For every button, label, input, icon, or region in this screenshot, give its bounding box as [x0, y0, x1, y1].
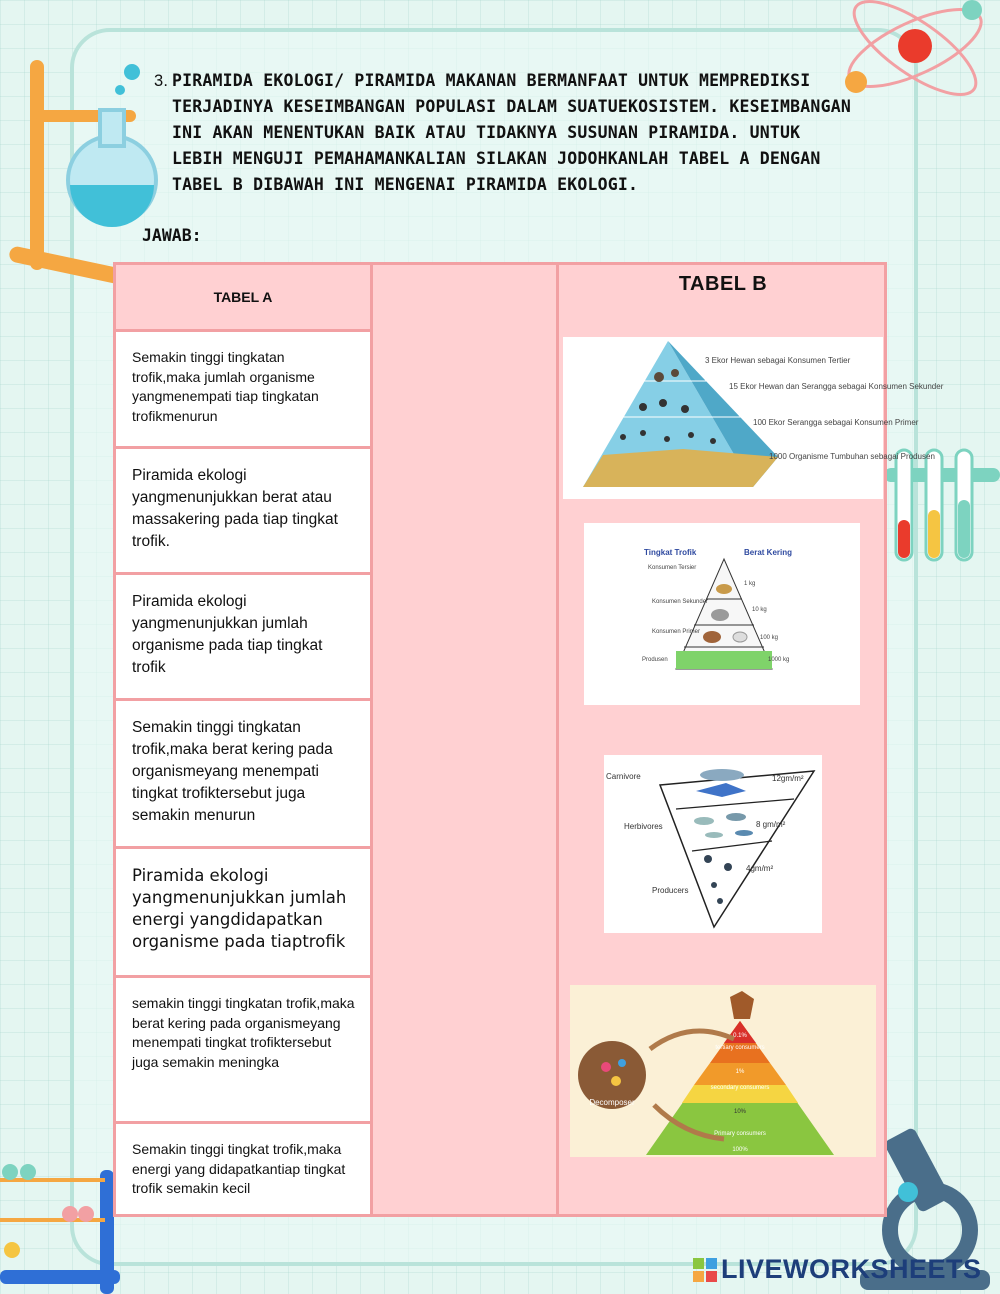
- question-number: 3.: [154, 72, 169, 90]
- table-b-header: TABEL B: [678, 273, 768, 295]
- table-a-item-2[interactable]: Piramida ekologi yangmenunjukkan berat atau massakering pada tiap tingkat trofik.: [116, 446, 370, 572]
- figure-number-pyramid[interactable]: [563, 337, 944, 499]
- liveworksheets-logo[interactable]: [693, 1254, 982, 1285]
- fig2-level-4: Produsen: [642, 657, 668, 663]
- fig1-label-2: 15 Ekor Hewan dan Serangga sebagai Konsumen Sekunder: [729, 382, 944, 391]
- table-divider-2: [556, 265, 559, 1214]
- fig1-label-1: 3 Ekor Hewan sebagai Konsumen Tertier: [705, 356, 851, 365]
- fig4-percent-3: 10%: [733, 1109, 747, 1115]
- fig3-value-2: 8 gm/m²: [756, 820, 786, 829]
- question-block: [140, 68, 860, 198]
- fig2-col-left: Tingkat Trofik: [644, 548, 697, 557]
- fig4-level-1: tertiary consumers: [715, 1045, 765, 1051]
- fig4-level-2: secondary consumers: [710, 1085, 770, 1091]
- fig2-weight-3: 100 kg: [760, 635, 779, 641]
- table-a-item-1[interactable]: Semakin tinggi tingkatan trofik,maka jumlah organisme yangmenempati tiap tingkatan trofikmenurun: [116, 329, 370, 446]
- table-a-header: TABEL A: [213, 289, 273, 305]
- fig1-label-4: 1000 Organisme Tumbuhan sebagai Produsen: [769, 452, 935, 461]
- matching-table: [113, 262, 944, 1217]
- fig3-level-3: Producers: [652, 886, 689, 895]
- fig4-percent-1: 0.1%: [733, 1033, 747, 1039]
- figure-biomass-pyramid[interactable]: [584, 523, 860, 705]
- test-tubes-decoration: [880, 440, 1000, 590]
- answer-label: JAWAB:: [142, 226, 202, 245]
- table-divider-1: [370, 265, 373, 1214]
- liveworksheets-logo-text: LIVEWORKSHEETS: [721, 1254, 982, 1284]
- fig4-decomposer: Decomposer: [589, 1098, 635, 1107]
- abacus-decoration: [0, 1150, 130, 1294]
- table-a-item-6[interactable]: semakin tinggi tingkatan trofik,maka berat kering pada organismeyang menempati tingkat trofiktersebut juga semakin meningka: [116, 975, 370, 1121]
- fig2-level-1: Konsumen Tersier: [648, 565, 697, 571]
- figure-inverted-pyramid[interactable]: [604, 755, 822, 933]
- table-a-item-7[interactable]: Semakin tinggi tingkat trofik,maka energi yang didapatkantiap tingkat trofik semakin kecil: [116, 1121, 370, 1214]
- fig2-level-3: Konsumen Primer: [652, 629, 701, 635]
- fig4-level-3: Primary consumers: [714, 1131, 766, 1137]
- fig3-value-1: 12gm/m²: [772, 774, 804, 783]
- liveworksheets-logo-icon: [693, 1258, 717, 1282]
- fig2-weight-4: 1000 kg: [768, 657, 790, 663]
- figure-energy-pyramid[interactable]: [570, 985, 876, 1157]
- fig2-level-2: Konsumen Sekunder: [652, 599, 709, 605]
- fig1-label-3: 100 Ekor Serangga sebagai Konsumen Primer: [753, 418, 919, 427]
- fig3-level-1: Carnivore: [606, 772, 641, 781]
- fig2-weight-2: 10 kg: [752, 607, 767, 613]
- table-a-item-4[interactable]: Semakin tinggi tingkatan trofik,maka berat kering pada organismeyang menempati tingkat trofiktersebut juga semakin menurun: [116, 698, 370, 846]
- fig3-level-2: Herbivores: [624, 822, 663, 831]
- fig2-col-right: Berat Kering: [744, 548, 793, 557]
- table-a-item-5[interactable]: Piramida ekologi yangmenunjukkan jumlah energi yangdidapatkan organisme pada tiaptrofik: [116, 846, 370, 975]
- table-a-item-3[interactable]: Piramida ekologi yangmenunjukkan jumlah organisme pada tiap tingkat trofik: [116, 572, 370, 698]
- fig4-percent-4: 100%: [732, 1147, 748, 1153]
- fig2-weight-1: 1 kg: [744, 581, 756, 587]
- fig3-value-3: 4gm/m²: [746, 864, 774, 873]
- question-text: PIRAMIDA EKOLOGI/ PIRAMIDA MAKANAN BERMANFAAT UNTUK MEMPREDIKSI TERJADINYA KESEIMBANGAN POPULASI DALAM SUATUEKOSISTEM. KESEIMBANGAN INI AKAN MENENTUKAN BAIK ATAU TIDAKNYA SUSUNAN PIRAMIDA. UNTUK LEBIH MENGUJI PEMAHAMANKALIAN SILAKAN JODOHKANLAH TABEL A DENGAN TABEL B DIBAWAH INI MENGENAI PIRAMIDA EKOLOGI.: [172, 71, 851, 194]
- fig4-percent-2: 1%: [735, 1069, 745, 1075]
